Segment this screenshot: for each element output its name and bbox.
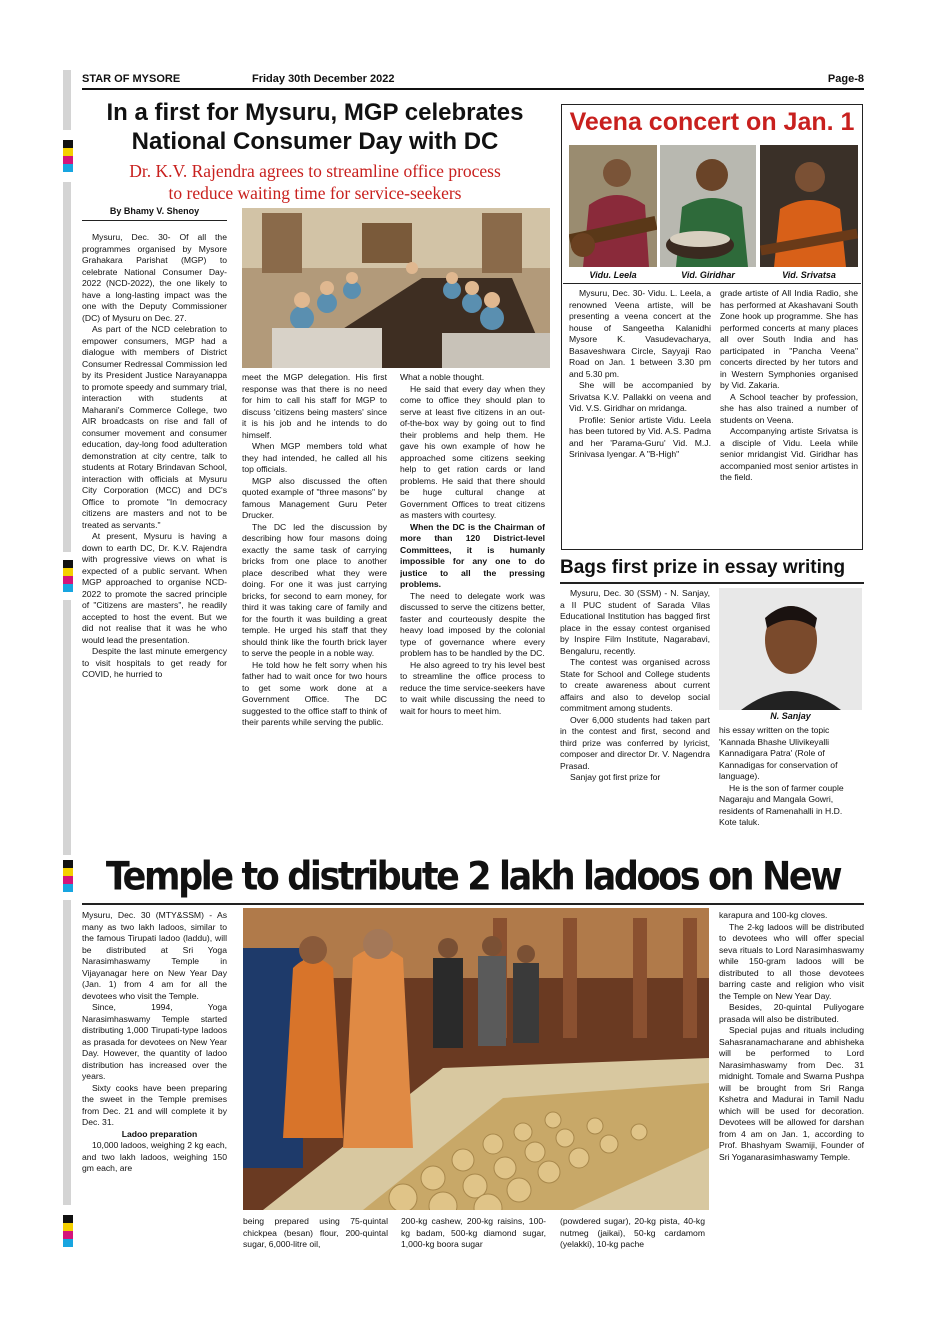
story1-subhead — [80, 160, 550, 204]
temple-column-1 — [82, 910, 227, 1260]
paragraph: Special pujas and rituals including Sahasranamacharane and abhisheka will be performed to Lord Narasimhaswamy from Dec. 31 midnight. Tomale and Swarna Pushpa will be brought from Sri Ranga Kshetra and Madurai in Tamil Nadu which will be used for decoration. Devotees will be allowed for darshan from 4 am on Jan. 1, according to Prof. Bhashyam Swamiji, Founder of Sri Yoganarasimhaswamy Temple. — [719, 1025, 864, 1162]
subhead-line-1: Dr. K.V. Rajendra agrees to streamline office process — [129, 161, 501, 181]
temple-column-4 — [560, 1216, 705, 1260]
caption-srivatsa: Vid. Srivatsa — [782, 270, 836, 280]
margin-bar — [63, 900, 71, 1205]
paper-name: STAR OF MYSORE — [82, 73, 181, 85]
paragraph: Sixty cooks have been preparing the sweet in the Temple premises from Dec. 21 and will complete it by Dec. 31. — [82, 1082, 227, 1127]
paragraph: She will be accompanied by Srivatsa K.V. Pallakki on veena and Vid. V.S. Giridhar on mridanga. — [569, 380, 711, 413]
issue-date: Friday 30th December 2022 — [252, 73, 395, 85]
paragraph: Besides, 20-quintal Puliyogare prasada will also be distributed. — [719, 1002, 864, 1024]
registration-mark — [63, 860, 73, 892]
meeting-photo — [242, 208, 550, 368]
ladoo-photo-illustration — [243, 908, 709, 1210]
ladoo-preparation-subhead: Ladoo preparation — [121, 1128, 198, 1139]
byline: By Bhamy V. Shenoy — [109, 206, 200, 216]
paragraph: He is the son of farmer couple Nagaraju and Mangala Gowri, residents of Ramenahalli in H.D. Kote taluk. — [719, 782, 844, 827]
caption-rule — [563, 283, 861, 284]
headline-line-2: National Consumer Day with DC — [131, 128, 499, 155]
paragraph: 10,000 ladoos, weighing 2 kg each, and two lakh ladoos, weighing 150 gm each, are — [82, 1140, 227, 1173]
paragraph: (powdered sugar), 20-kg pista, 40-kg nutmeg (jaikai), 50-kg cardamom (yelakki), 10-kg pache — [560, 1216, 705, 1249]
paragraph: Sanjay got first prize for — [570, 772, 661, 782]
paragraph: Over 6,000 students had taken part in the contest and first, second and third prize was conferred by lyricist, composer and director Dr. V. Nagendra Prasad. — [560, 714, 710, 771]
portrait-sanjay — [719, 588, 862, 710]
essay-column-1 — [560, 588, 710, 852]
temple-headline: Temple to distribute 2 lakh ladoos on New — [105, 854, 841, 900]
temple-column-2 — [243, 1216, 388, 1260]
paragraph: MGP also discussed the often quoted example of "three masons" by famous Management Guru Peter Drucker. — [242, 475, 387, 520]
paragraph: The DC led the discussion by describing how four masons doing exactly the same task of carrying bricks from one place to another place described what they were doing. For one it was just carrying bricks, for second to earn money, for third it was taking care of family and for the fourth it was building a great temple. He urged his staff that they should think like the fourth brick layer to serve the people in a noble way. — [242, 521, 387, 658]
veena-column-1 — [569, 288, 711, 546]
photo-giridhar — [660, 145, 756, 267]
portrait-srivatsa — [760, 145, 858, 267]
paragraph: At present, Mysuru is having a down to earth DC, Dr. K.V. Rajendra with progressive views on what is expected of a public servant. When MGP approached to organise NCD-2022 to promote the sacred principle of "Citizens are masters", he readily accepted to host the event. But we did not realise that it was he who would lead the presentation. — [82, 531, 227, 645]
ladoo-photo — [243, 908, 709, 1210]
story1-headline — [80, 98, 550, 156]
registration-mark — [63, 560, 73, 592]
paragraph: karapura and 100-kg cloves. — [719, 910, 828, 920]
paragraph: As part of the NCD celebration to empower consumers, MGP had a dialogue with members of District Consumer Redressal Commission led by its President Justice Narayanappa to promote speedy and summary trial, interaction with students at Maharani's Commerce College, two AIR broadcasts on rise and fall of consumer movement and consumer education, day-long food adulteration demonstration at city centre, talk to students at Rotary Brindavan School, interaction with officials at Mysuru City Corporation (MCC) and DC's Office to promote "In democracy citizens are masters and not to be treated as servants." — [82, 324, 227, 530]
paragraph: Since, 1994, Yoga Narasimhaswamy Temple started distributing 1,000 Tirupati-type ladoos as prasada for devotees on New Year Day. However, the quantity of ladoo distribution has increased over the years. — [82, 1002, 227, 1081]
paragraph: The need to delegate work was discussed to serve the citizens better, faster and courteously despite the heavy load imposed by the colonial type of governance where every problem has to be handled by the DC. — [400, 590, 545, 658]
paragraph: When MGP members told what they had intended, he called all his top officials. — [242, 441, 387, 474]
margin-bar — [63, 182, 71, 552]
paragraph-bold: When the DC is the Chairman of more than 120 District-level Committees, it is humanly impossible for any one to do justice to all the pressing problems. — [400, 521, 545, 589]
temple-headline-rule — [82, 903, 864, 905]
subhead-line-2: to reduce waiting time for service-seekers — [168, 183, 462, 203]
paragraph: Profile: Senior artiste Vidu. Leela has been tutored by Vid. A.S. Padma and her 'Parama-Guru' Vid. M.J. Srinivasa Iyengar. A "B-High" — [569, 414, 711, 459]
essay-headline-rule — [560, 582, 864, 584]
paragraph: Mysuru, Dec. 30 (SSM) - N. Sanjay, a II PUC student of Sarada Vilas Educational Institution has bagged first place in the essay contest organised by Inspire Film Institute, Nagarabavi, Bengaluru, recently. — [560, 588, 710, 656]
paragraph: Mysuru, Dec. 30- Of all the programmes organised by Mysore Grahakara Parishat (MGP) to celebrate National Consumer Day-2022 (NCD-2022), the one likely to have a long-lasting impact was the one with the Deputy Commissioner (DC) of Mysuru on Dec. 27. — [82, 232, 227, 323]
caption-sanjay: N. Sanjay — [770, 711, 811, 721]
paragraph: meet the MGP delegation. His first response was that there is no need for him to call his staff for MGP to discuss 'citizens being masters' since it is his job and he intends to do himself. — [242, 372, 387, 440]
paragraph: Accompanying artiste Srivatsa is a disciple of Vidu. Leela while senior mridangist Vid. Giridhar has accompanied most senior artistes in the field. — [720, 426, 858, 482]
paragraph: A School teacher by profession, she has also trained a number of students on Veena. — [720, 391, 858, 425]
paragraph: The contest was organised across State for School and College students to create awareness about current affairs and also to develop social commitment among students. — [560, 657, 710, 713]
registration-mark — [63, 1215, 73, 1247]
photo-leela — [569, 145, 657, 267]
page-number: Page-8 — [827, 73, 864, 85]
headline-line-1: In a first for Mysuru, MGP celebrates — [106, 99, 524, 126]
paragraph: being prepared using 75-quintal chickpea (besan) flour, 200-quintal sugar, 6,000-litre oil, — [243, 1216, 388, 1249]
temple-column-5 — [719, 910, 864, 1260]
veena-column-2 — [720, 288, 858, 546]
registration-mark — [63, 140, 73, 172]
story1-column-3 — [400, 372, 545, 852]
paragraph: grade artiste of All India Radio, she has performed at Akashavani South Zone hook up programme. She has performed concerts at many places all over South India and has participated in "Pancha Veena" concerts directed by her tutors and in Western Symphonies organised by Vid. Zakaria. — [720, 288, 858, 390]
margin-bar — [63, 600, 71, 855]
paragraph: He also agreed to try his level best to streamline the office process to reduce the time service-seekers have to wait while discussing the need to wait for hours to meet him. — [400, 659, 545, 716]
veena-headline: Veena concert on Jan. 1 — [569, 108, 855, 136]
essay-headline: Bags first prize in essay writing — [560, 557, 846, 578]
masthead — [82, 70, 864, 90]
paragraph: Mysuru, Dec. 30 (MTY&SSM) - As many as two lakh ladoos, similar to the famous Tirupati ladoo (laddu), will be distributed at Sri Yoga Narasimhaswamy Temple in Vijayanagar here on New Year Day (Jan. 1) from 4 am for all the devotees who visit the Temple. — [82, 910, 227, 1001]
paragraph: The 2-kg ladoos will be distributed to devotees who will offer special seva rituals to Lord Narasimhaswamy while 150-gram ladoos will be distributed to all those devotees barring caste and religion who visit the Temple on New Year Day. — [719, 921, 864, 1001]
story1-column-1 — [82, 232, 227, 852]
story1-column-2 — [242, 372, 387, 852]
temple-column-3 — [401, 1216, 546, 1260]
paragraph: Mysuru, Dec. 30- Vidu. L. Leela, a renowned Veena artiste, will be presenting a veena concert at the house of Sangeetha Kalanidhi Mysore K. Vasudevacharya, Basaveshwara Circle, Sayyaji Rao Road on Jan. 1 between 3.30 pm and 5.30 pm. — [569, 288, 711, 379]
portrait-giridhar — [660, 145, 756, 267]
caption-giridhar: Vid. Giridhar — [681, 270, 735, 280]
photo-sanjay — [719, 588, 862, 710]
caption-leela: Vidu. Leela — [589, 270, 637, 280]
margin-bar — [63, 70, 71, 130]
paragraph: What a noble thought. — [400, 372, 485, 382]
byline-rule — [82, 220, 227, 221]
paragraph: He told how he felt sorry when his father had to wait once for two hours to get some work done at a Government Office. The DC suggested to the office staff to think of their parents while serving the public. — [242, 659, 387, 727]
portrait-leela — [569, 145, 657, 267]
essay-column-2 — [719, 725, 862, 852]
meeting-photo-illustration — [242, 208, 550, 368]
paragraph: Despite the last minute emergency to visit hospitals to get ready for COVID, he hurried to — [82, 646, 227, 679]
paragraph: his essay written on the topic 'Kannada Bhashe Ulivikeyalli Kannadigara Patra' (Role of Kannadigas for conservation of language). — [719, 725, 838, 781]
paragraph: He said that every day when they come to office they should plan to serve at least five citizens in an out-of-the-box way by going out to find their problems and help them. He gave his own example of how he approached some citizens seeking help to get ration cards or land problems. He said that there should be huge cultural change at Government Offices to treat citizens as masters with courtesy. — [400, 383, 545, 520]
photo-srivatsa — [760, 145, 858, 267]
paragraph: 200-kg cashew, 200-kg raisins, 100-kg badam, 500-kg diamond sugar, 1,000-kg boora sugar — [401, 1216, 546, 1249]
